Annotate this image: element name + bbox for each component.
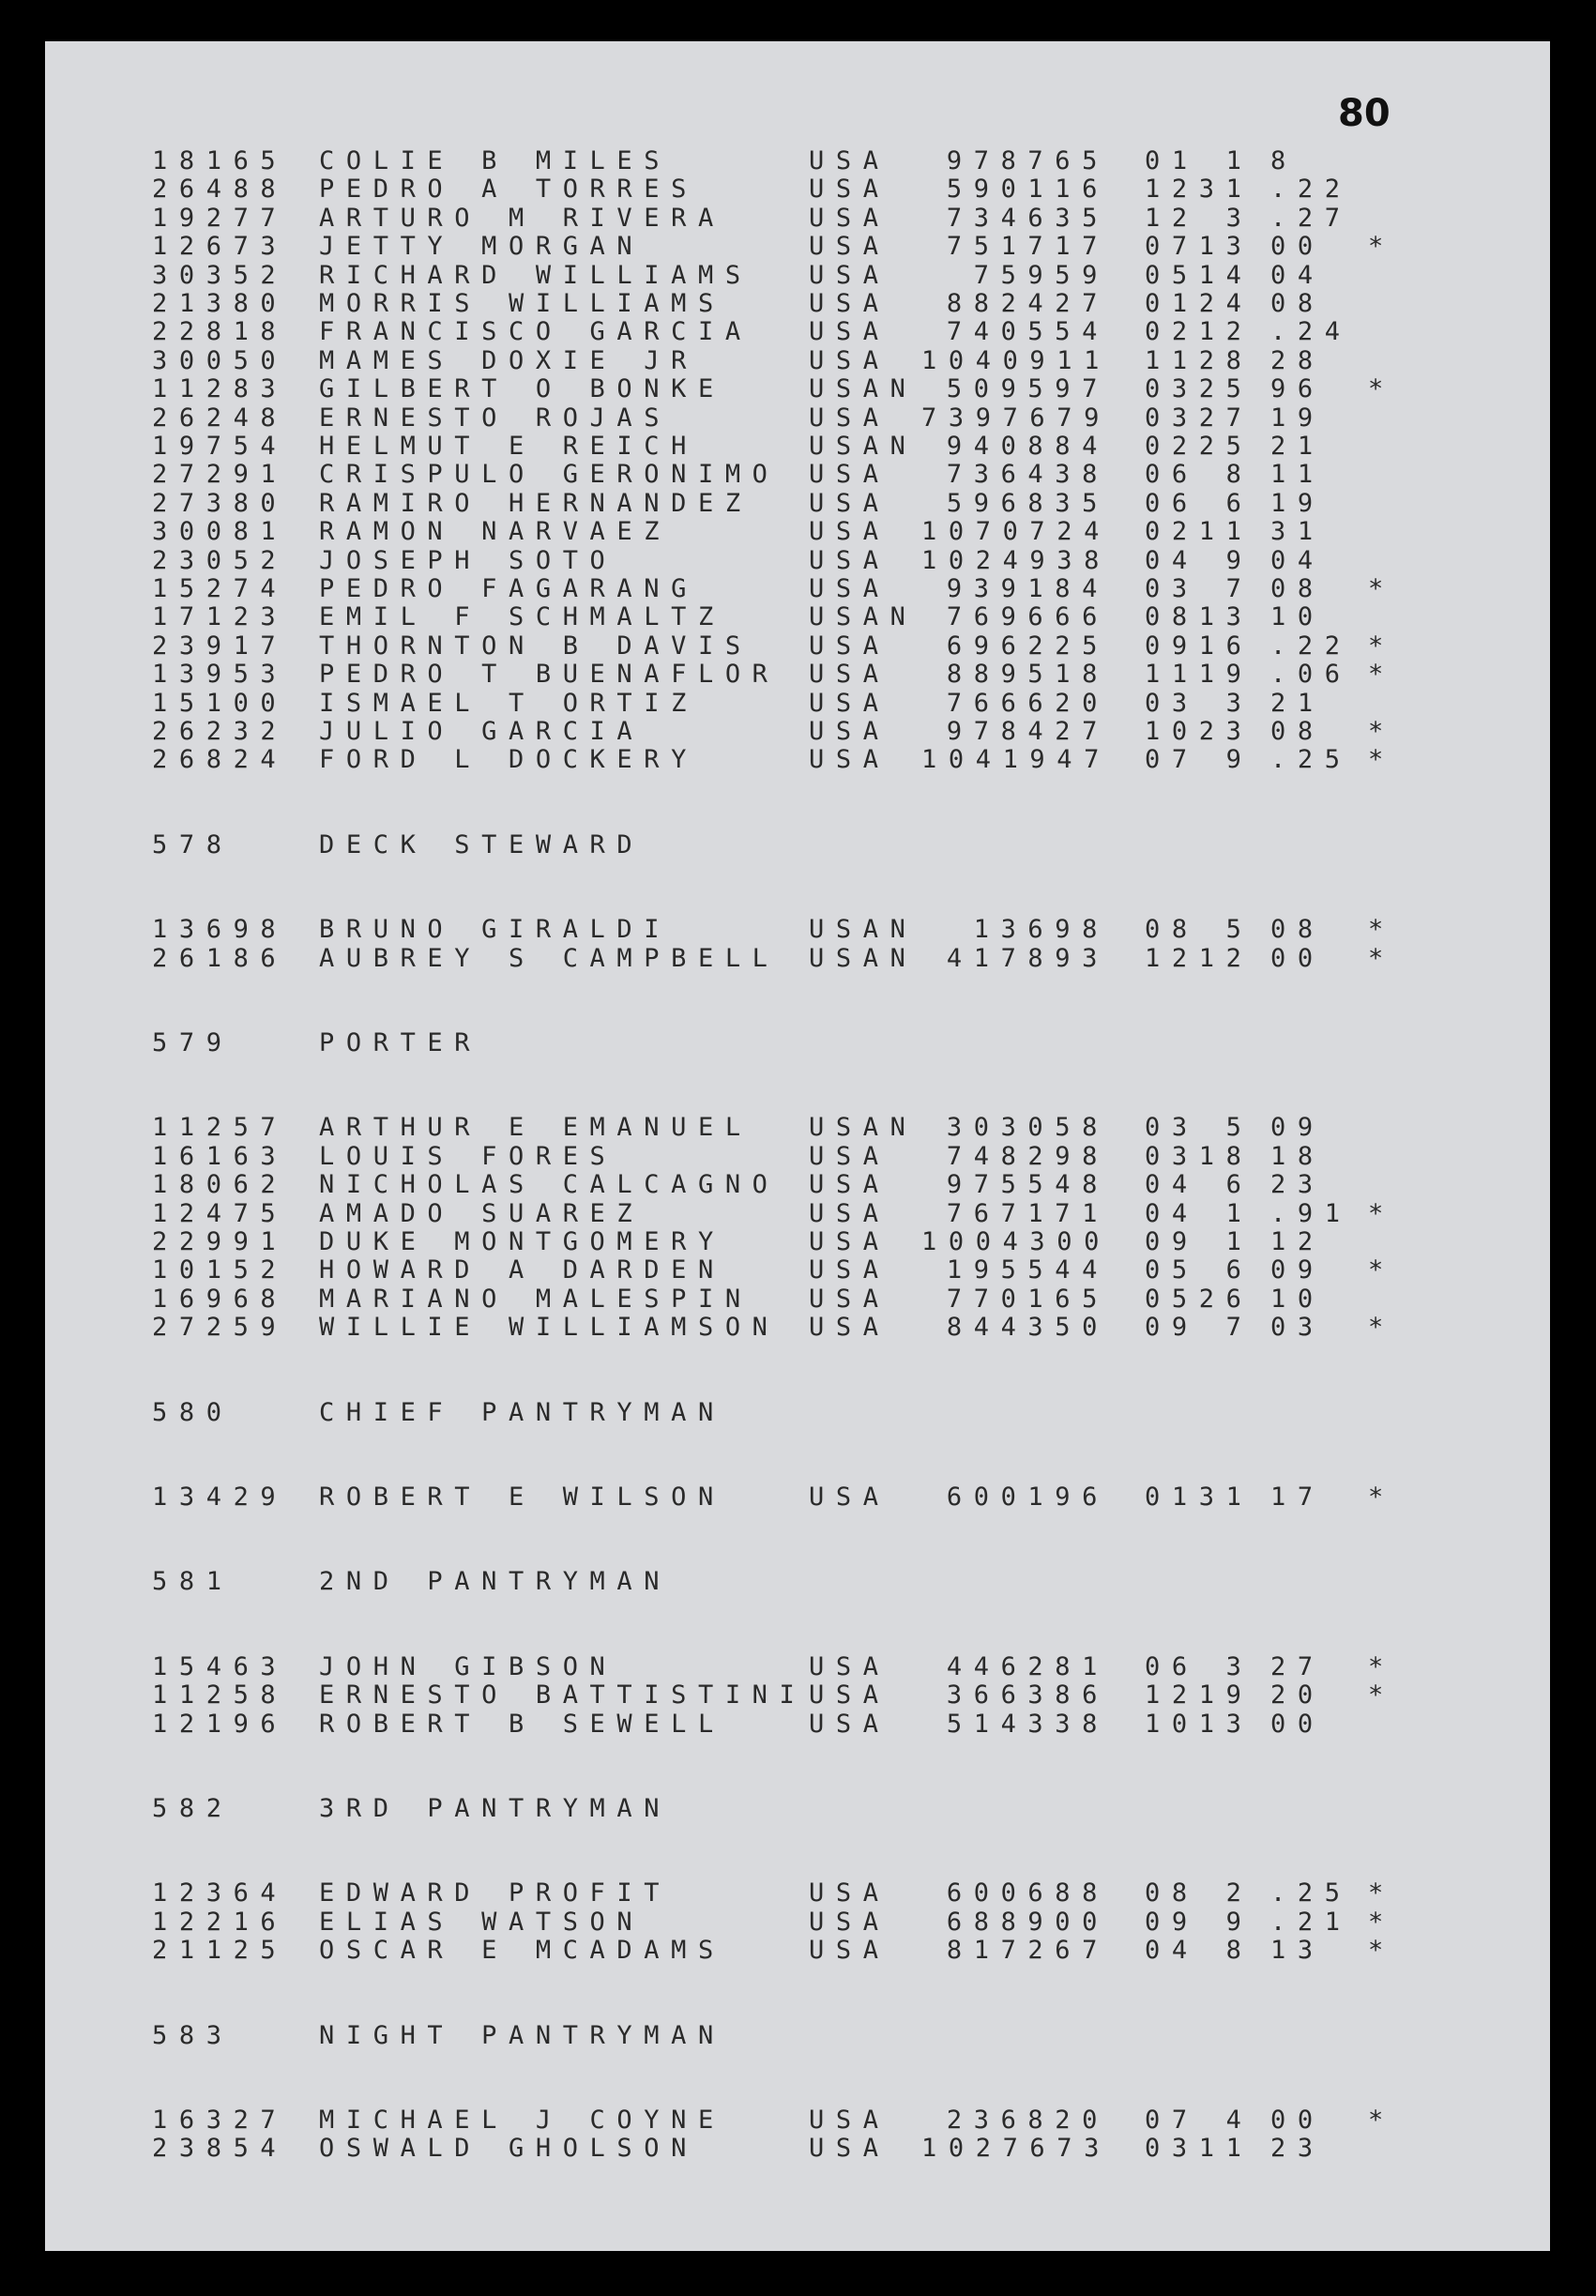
crew-name: ERNESTO BATTISTINI	[319, 1680, 807, 1711]
crew-name: LOUIS FORES	[319, 1141, 617, 1171]
crew-id: 16968	[152, 1284, 288, 1314]
date-code: 07 9	[1145, 745, 1254, 775]
crew-name: BRUNO GIRALDI	[319, 915, 672, 945]
date-code: 0311	[1145, 2134, 1254, 2164]
rating-code: .22	[1270, 175, 1352, 205]
date-code: 07 4	[1145, 2106, 1254, 2135]
document-number: 767171	[946, 1198, 1109, 1228]
crew-name: MICHAEL J COYNE	[319, 2106, 725, 2135]
citizenship: USA	[809, 460, 890, 490]
document-number: 766620	[946, 688, 1109, 718]
rating-code: .91	[1270, 1198, 1352, 1228]
crew-name: ROBERT B SEWELL	[319, 1709, 725, 1739]
citizenship: USA	[809, 1284, 890, 1314]
rating-code: 04	[1270, 545, 1325, 575]
asterisk-mark: *	[1368, 1483, 1384, 1512]
crew-name: EMIL F SCHMALTZ	[319, 602, 725, 632]
rating-code: 04	[1270, 260, 1325, 290]
citizenship: USA	[809, 1170, 890, 1200]
date-code: 0212	[1145, 317, 1254, 347]
citizenship: USA	[809, 260, 890, 290]
crew-id: 13953	[152, 660, 288, 690]
citizenship: USA	[809, 631, 890, 661]
document-number: 13698	[973, 915, 1109, 945]
citizenship: USA	[809, 1227, 890, 1256]
document-number: 366386	[946, 1680, 1109, 1711]
asterisk-mark: *	[1368, 2106, 1384, 2135]
crew-name: AUBREY S CAMPBELL	[319, 943, 780, 973]
section-code: 580	[152, 1397, 234, 1427]
document-number: 509597	[946, 374, 1109, 404]
crew-name: CRISPULO GERONIMO	[319, 460, 780, 490]
rating-code: 18	[1270, 1141, 1325, 1171]
asterisk-mark: *	[1368, 374, 1384, 404]
crew-id: 19277	[152, 203, 288, 233]
date-code: 09 1	[1145, 1227, 1254, 1256]
rating-code: 00	[1270, 232, 1325, 262]
section-title: 3RD PANTRYMAN	[319, 1794, 672, 1823]
crew-name: RAMIRO HERNANDEZ	[319, 488, 752, 518]
document-number: 696225	[946, 631, 1109, 661]
date-code: 04 1	[1145, 1198, 1254, 1228]
asterisk-mark: *	[1368, 660, 1384, 690]
crew-id: 18062	[152, 1170, 288, 1200]
crew-name: ISMAEL T ORTIZ	[319, 688, 698, 718]
crew-id: 12673	[152, 232, 288, 262]
date-code: 0514	[1145, 260, 1254, 290]
document-number: 844350	[946, 1313, 1109, 1343]
citizenship: USA	[809, 1878, 890, 1908]
citizenship: USA	[809, 545, 890, 575]
crew-name: ARTHUR E EMANUEL	[319, 1113, 752, 1143]
crew-name: RAMON NARVAEZ	[319, 517, 672, 547]
crew-id: 26488	[152, 175, 288, 205]
asterisk-mark: *	[1368, 1651, 1384, 1681]
rating-code: 19	[1270, 488, 1325, 518]
date-code: 0813	[1145, 602, 1254, 632]
citizenship: USA	[809, 745, 890, 775]
section-title: PORTER	[319, 1028, 482, 1057]
document-number: 736438	[946, 460, 1109, 490]
rating-code: .25	[1270, 745, 1352, 775]
date-code: 04 8	[1145, 1936, 1254, 1966]
crew-name: FRANCISCO GARCIA	[319, 317, 752, 347]
citizenship: USAN	[809, 374, 918, 404]
rating-code: 10	[1270, 602, 1325, 632]
asterisk-mark: *	[1368, 631, 1384, 661]
rating-code: 23	[1270, 2134, 1325, 2164]
citizenship: USA	[809, 289, 890, 318]
crew-name: WILLIE WILLIAMSON	[319, 1313, 780, 1343]
crew-id: 21125	[152, 1936, 288, 1966]
rating-code: 09	[1270, 1255, 1325, 1285]
asterisk-mark: *	[1368, 943, 1384, 973]
crew-id: 13429	[152, 1483, 288, 1512]
citizenship: USA	[809, 1709, 890, 1739]
crew-name: EDWARD PROFIT	[319, 1878, 672, 1908]
document-number: 748298	[946, 1141, 1109, 1171]
date-code: 06 6	[1145, 488, 1254, 518]
rating-code: 03	[1270, 1313, 1325, 1343]
date-code: 1212	[1145, 943, 1254, 973]
date-code: 0211	[1145, 517, 1254, 547]
document-number: 817267	[946, 1936, 1109, 1966]
document-number: 195544	[946, 1255, 1109, 1285]
document-number: 740554	[946, 317, 1109, 347]
citizenship: USA	[809, 2134, 890, 2164]
date-code: 1128	[1145, 345, 1254, 375]
document-number: 1041947	[921, 745, 1111, 775]
document-number: 751717	[946, 232, 1109, 262]
date-code: 0325	[1145, 374, 1254, 404]
citizenship: USAN	[809, 602, 918, 632]
date-code: 0318	[1145, 1141, 1254, 1171]
document-number: 303058	[946, 1113, 1109, 1143]
crew-id: 12216	[152, 1907, 288, 1937]
rating-code: .27	[1270, 203, 1352, 233]
document-number: 882427	[946, 289, 1109, 318]
rating-code: .22	[1270, 631, 1352, 661]
date-code: 06 3	[1145, 1651, 1254, 1681]
date-code: 01 1	[1145, 146, 1254, 175]
date-code: 0713	[1145, 232, 1254, 262]
document-number: 7397679	[921, 403, 1111, 433]
rating-code: 08	[1270, 717, 1325, 746]
crew-id: 26824	[152, 745, 288, 775]
asterisk-mark: *	[1368, 1255, 1384, 1285]
citizenship: USA	[809, 574, 890, 603]
crew-id: 11283	[152, 374, 288, 404]
rating-code: 09	[1270, 1113, 1325, 1143]
date-code: 09 9	[1145, 1907, 1254, 1937]
citizenship: USA	[809, 517, 890, 547]
crew-name: JETTY MORGAN	[319, 232, 645, 262]
document-number: 1024938	[921, 545, 1111, 575]
date-code: 0916	[1145, 631, 1254, 661]
date-code: 03 5	[1145, 1113, 1254, 1143]
crew-name: MORRIS WILLIAMS	[319, 289, 725, 318]
date-code: 1119	[1145, 660, 1254, 690]
rating-code: 96	[1270, 374, 1325, 404]
asterisk-mark: *	[1368, 1198, 1384, 1228]
citizenship: USA	[809, 146, 890, 175]
crew-name: HOWARD A DARDEN	[319, 1255, 725, 1285]
citizenship: USA	[809, 717, 890, 746]
document-number: 600688	[946, 1878, 1109, 1908]
date-code: 1013	[1145, 1709, 1254, 1739]
document-number: 734635	[946, 203, 1109, 233]
citizenship: USA	[809, 660, 890, 690]
citizenship: USA	[809, 403, 890, 433]
crew-name: THORNTON B DAVIS	[319, 631, 752, 661]
section-title: 2ND PANTRYMAN	[319, 1567, 672, 1597]
crew-id: 15274	[152, 574, 288, 603]
crew-id: 27291	[152, 460, 288, 490]
crew-id: 30050	[152, 345, 288, 375]
rating-code: .06	[1270, 660, 1352, 690]
citizenship: USA	[809, 203, 890, 233]
rating-code: 12	[1270, 1227, 1325, 1256]
document-number: 688900	[946, 1907, 1109, 1937]
document-number: 75959	[973, 260, 1109, 290]
document-number: 446281	[946, 1651, 1109, 1681]
document-number: 236820	[946, 2106, 1109, 2135]
page-number: 80	[1338, 92, 1391, 135]
rating-code: 10	[1270, 1284, 1325, 1314]
crew-id: 26232	[152, 717, 288, 746]
crew-id: 23854	[152, 2134, 288, 2164]
section-title: NIGHT PANTRYMAN	[319, 2020, 725, 2050]
section-title: DECK STEWARD	[319, 829, 645, 859]
rating-code: .21	[1270, 1907, 1352, 1937]
citizenship: USA	[809, 345, 890, 375]
rating-code: 00	[1270, 1709, 1325, 1739]
rating-code: 27	[1270, 1651, 1325, 1681]
citizenship: USA	[809, 1313, 890, 1343]
crew-name: COLIE B MILES	[319, 146, 672, 175]
rating-code: 20	[1270, 1680, 1325, 1711]
crew-name: OSCAR E MCADAMS	[319, 1936, 725, 1966]
date-code: 1023	[1145, 717, 1254, 746]
document-number: 770165	[946, 1284, 1109, 1314]
citizenship: USAN	[809, 943, 918, 973]
document-number: 939184	[946, 574, 1109, 603]
date-code: 08 2	[1145, 1878, 1254, 1908]
crew-name: NICHOLAS CALCAGNO	[319, 1170, 780, 1200]
crew-name: JOSEPH SOTO	[319, 545, 617, 575]
citizenship: USA	[809, 488, 890, 518]
citizenship: USA	[809, 1483, 890, 1512]
asterisk-mark: *	[1368, 1936, 1384, 1966]
citizenship: USA	[809, 1255, 890, 1285]
rating-code: 31	[1270, 517, 1325, 547]
crew-id: 27259	[152, 1313, 288, 1343]
crew-name: HELMUT E REICH	[319, 432, 698, 461]
date-code: 1219	[1145, 1680, 1254, 1711]
crew-id: 16327	[152, 2106, 288, 2135]
citizenship: USAN	[809, 432, 918, 461]
rating-code: 00	[1270, 2106, 1325, 2135]
crew-name: ARTURO M RIVERA	[319, 203, 725, 233]
document-number: 1070724	[921, 517, 1111, 547]
crew-id: 13698	[152, 915, 288, 945]
citizenship: USA	[809, 1651, 890, 1681]
section-code: 582	[152, 1794, 234, 1823]
date-code: 03 3	[1145, 688, 1254, 718]
rating-code: .25	[1270, 1878, 1352, 1908]
crew-id: 22991	[152, 1227, 288, 1256]
crew-name: ERNESTO ROJAS	[319, 403, 672, 433]
crew-id: 23052	[152, 545, 288, 575]
document-number: 1027673	[921, 2134, 1111, 2164]
date-code: 04 6	[1145, 1170, 1254, 1200]
citizenship: USAN	[809, 915, 918, 945]
document-number: 940884	[946, 432, 1109, 461]
crew-id: 27380	[152, 488, 288, 518]
date-code: 1231	[1145, 175, 1254, 205]
rating-code: 08	[1270, 915, 1325, 945]
rating-code: 28	[1270, 345, 1325, 375]
rating-code: 19	[1270, 403, 1325, 433]
rating-code: 21	[1270, 688, 1325, 718]
crew-id: 15100	[152, 688, 288, 718]
rating-code: 11	[1270, 460, 1325, 490]
crew-name: AMADO SUAREZ	[319, 1198, 645, 1228]
crew-id: 26186	[152, 943, 288, 973]
citizenship: USA	[809, 2106, 890, 2135]
section-code: 578	[152, 829, 234, 859]
document-number: 417893	[946, 943, 1109, 973]
document-number: 769666	[946, 602, 1109, 632]
crew-id: 30081	[152, 517, 288, 547]
section-title: CHIEF PANTRYMAN	[319, 1397, 725, 1427]
date-code: 0225	[1145, 432, 1254, 461]
crew-id: 11257	[152, 1113, 288, 1143]
asterisk-mark: *	[1368, 1878, 1384, 1908]
rating-code: 00	[1270, 943, 1325, 973]
citizenship: USA	[809, 232, 890, 262]
section-code: 583	[152, 2020, 234, 2050]
crew-name: OSWALD GHOLSON	[319, 2134, 698, 2164]
document-number: 889518	[946, 660, 1109, 690]
document-number: 978765	[946, 146, 1109, 175]
rating-code: 8	[1270, 146, 1298, 175]
crew-name: PEDRO A TORRES	[319, 175, 698, 205]
document-number: 1004300	[921, 1227, 1111, 1256]
crew-id: 21380	[152, 289, 288, 318]
rating-code: 08	[1270, 574, 1325, 603]
rating-code: 23	[1270, 1170, 1325, 1200]
citizenship: USA	[809, 1936, 890, 1966]
citizenship: USA	[809, 688, 890, 718]
asterisk-mark: *	[1368, 915, 1384, 945]
section-code: 581	[152, 1567, 234, 1597]
crew-name: MAMES DOXIE JR	[319, 345, 698, 375]
crew-name: PEDRO FAGARANG	[319, 574, 698, 603]
document-number: 590116	[946, 175, 1109, 205]
date-code: 06 8	[1145, 460, 1254, 490]
date-code: 08 5	[1145, 915, 1254, 945]
date-code: 04 9	[1145, 545, 1254, 575]
crew-id: 12475	[152, 1198, 288, 1228]
crew-id: 12196	[152, 1709, 288, 1739]
citizenship: USA	[809, 175, 890, 205]
crew-id: 11258	[152, 1680, 288, 1711]
rating-code: 17	[1270, 1483, 1325, 1512]
date-code: 0124	[1145, 289, 1254, 318]
crew-name: RICHARD WILLIAMS	[319, 260, 752, 290]
date-code: 0131	[1145, 1483, 1254, 1512]
document-number: 514338	[946, 1709, 1109, 1739]
asterisk-mark: *	[1368, 1907, 1384, 1937]
date-code: 0526	[1145, 1284, 1254, 1314]
document-number: 600196	[946, 1483, 1109, 1512]
date-code: 0327	[1145, 403, 1254, 433]
asterisk-mark: *	[1368, 745, 1384, 775]
crew-name: FORD L DOCKERY	[319, 745, 698, 775]
citizenship: USA	[809, 1907, 890, 1937]
crew-name: ELIAS WATSON	[319, 1907, 645, 1937]
date-code: 05 6	[1145, 1255, 1254, 1285]
crew-name: DUKE MONTGOMERY	[319, 1227, 725, 1256]
citizenship: USA	[809, 317, 890, 347]
rating-code: 21	[1270, 432, 1325, 461]
crew-name: JULIO GARCIA	[319, 717, 645, 746]
rating-code: 08	[1270, 289, 1325, 318]
crew-id: 10152	[152, 1255, 288, 1285]
section-code: 579	[152, 1028, 234, 1057]
crew-name: MARIANO MALESPIN	[319, 1284, 752, 1314]
document-number: 975548	[946, 1170, 1109, 1200]
document-number: 596835	[946, 488, 1109, 518]
asterisk-mark: *	[1368, 232, 1384, 262]
date-code: 12 3	[1145, 203, 1254, 233]
citizenship: USAN	[809, 1113, 918, 1143]
crew-id: 15463	[152, 1651, 288, 1681]
crew-name: JOHN GIBSON	[319, 1651, 617, 1681]
citizenship: USA	[809, 1680, 890, 1711]
asterisk-mark: *	[1368, 717, 1384, 746]
asterisk-mark: *	[1368, 574, 1384, 603]
asterisk-mark: *	[1368, 1680, 1384, 1711]
asterisk-mark: *	[1368, 1313, 1384, 1343]
citizenship: USA	[809, 1141, 890, 1171]
document-number: 1040911	[921, 345, 1111, 375]
date-code: 03 7	[1145, 574, 1254, 603]
crew-id: 18165	[152, 146, 288, 175]
crew-id: 23917	[152, 631, 288, 661]
crew-name: GILBERT O BONKE	[319, 374, 725, 404]
crew-id: 22818	[152, 317, 288, 347]
crew-name: PEDRO T BUENAFLOR	[319, 660, 780, 690]
citizenship: USA	[809, 1198, 890, 1228]
crew-id: 30352	[152, 260, 288, 290]
crew-id: 19754	[152, 432, 288, 461]
document-number: 978427	[946, 717, 1109, 746]
date-code: 09 7	[1145, 1313, 1254, 1343]
crew-id: 26248	[152, 403, 288, 433]
crew-id: 16163	[152, 1141, 288, 1171]
crew-name: ROBERT E WILSON	[319, 1483, 725, 1512]
crew-id: 12364	[152, 1878, 288, 1908]
rating-code: 13	[1270, 1936, 1325, 1966]
crew-id: 17123	[152, 602, 288, 632]
rating-code: .24	[1270, 317, 1352, 347]
